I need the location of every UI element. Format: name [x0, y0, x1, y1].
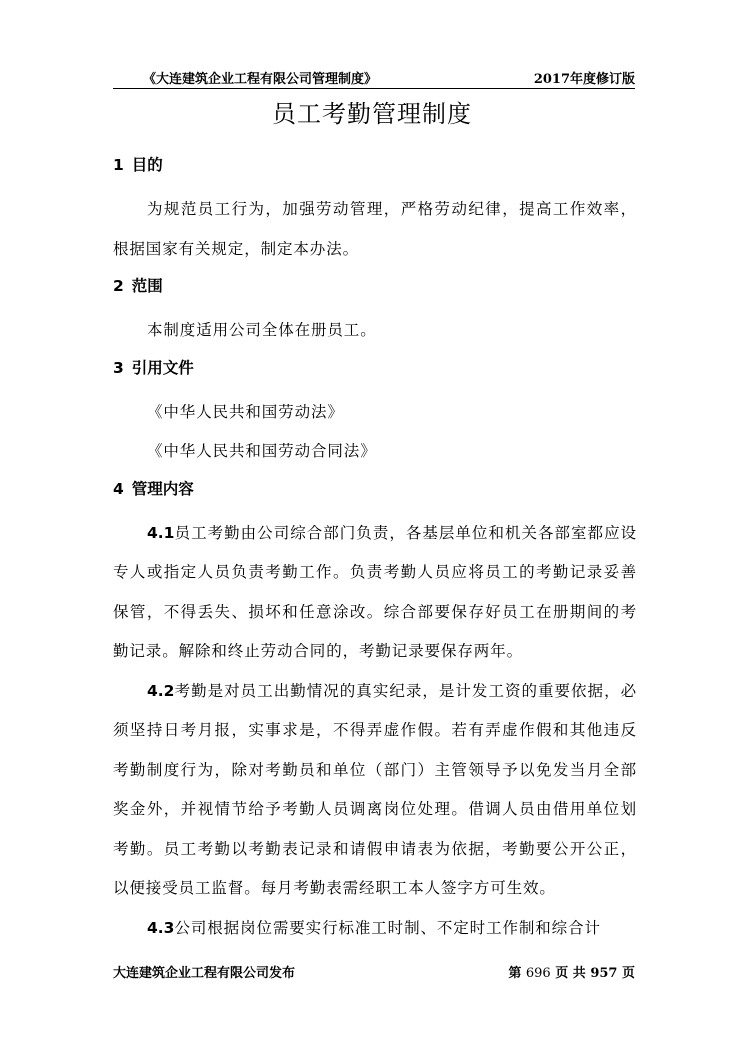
document-body [113, 150, 637, 948]
section-number: 3 [113, 358, 124, 377]
page-suffix: 页 [621, 966, 635, 981]
clause-number: 4.1 [147, 523, 175, 542]
page-footer [113, 962, 635, 982]
section-heading-references [113, 353, 637, 393]
clause-4-3 [113, 909, 637, 949]
section-number: 1 [113, 156, 124, 174]
clause-number: 4.2 [147, 681, 175, 700]
header-edition: 2017年度修订版 [533, 72, 635, 87]
section-title: 目的 [131, 156, 163, 174]
total-pages: 957 [590, 966, 618, 981]
page-prefix: 第 [508, 966, 522, 981]
section-title: 引用文件 [131, 358, 194, 377]
section-heading-purpose [113, 150, 637, 190]
footer-page-number [508, 962, 635, 981]
section-heading-management [113, 474, 637, 514]
header-document-name: 《大连建筑企业工程有限公司管理制度》 [143, 72, 378, 87]
footer-publisher: 大连建筑企业工程有限公司发布 [113, 966, 296, 981]
clause-4-1 [113, 514, 637, 672]
reference-labor-contract-law: 《中华人民共和国劳动合同法》 [147, 442, 377, 460]
section-number: 2 [113, 277, 124, 295]
paragraph-purpose: 为规范员工行为，加强劳动管理，严格劳动纪律，提高工作效率，根据国家有关规定，制定本办法。 [113, 200, 637, 258]
paragraph-scope: 本制度适用公司全体在册员工。 [147, 321, 377, 339]
section-title: 管理内容 [131, 479, 194, 498]
current-page: 696 [525, 966, 551, 981]
clause-4-2 [113, 672, 637, 909]
page-mid: 页 共 [555, 966, 586, 981]
section-number: 4 [113, 479, 124, 498]
clause-text: 公司根据岗位需要实行标准工时制、不定时工作制和综合计 [174, 918, 601, 937]
clause-text: 考勤是对员工出勤情况的真实纪录，是计发工资的重要依据，必须坚持日考月报，实事求是，不得弄虚作假。若有弄虚作假和其他违反考勤制度行为，除对考勤员和单位（部门）主管领导予以免发当月全部奖金外，并视情节给予考勤人员调离岗位处理。借调人员由借用单位划考勤。员工考勤以考勤表记录和请假申请表为依据，考勤要公开公正，以便接受员工监督。每月考勤表需经职工本人签字方可生效。 [113, 681, 637, 897]
reference-labor-law: 《中华人民共和国劳动法》 [147, 402, 344, 421]
page-header [113, 66, 635, 89]
section-heading-scope [113, 271, 637, 311]
clause-number: 4.3 [147, 918, 175, 937]
clause-text: 员工考勤由公司综合部门负责，各基层单位和机关各部室都应设专人或指定人员负责考勤工作。负责考勤人员应将员工的考勤记录妥善保管，不得丢失、损坏和任意涂改。综合部要保存好员工在册期间的考勤记录。解除和终止劳动合同的，考勤记录要保存两年。 [113, 523, 637, 660]
page-title: 员工考勤管理制度 [272, 100, 472, 128]
section-title: 范围 [131, 277, 163, 295]
